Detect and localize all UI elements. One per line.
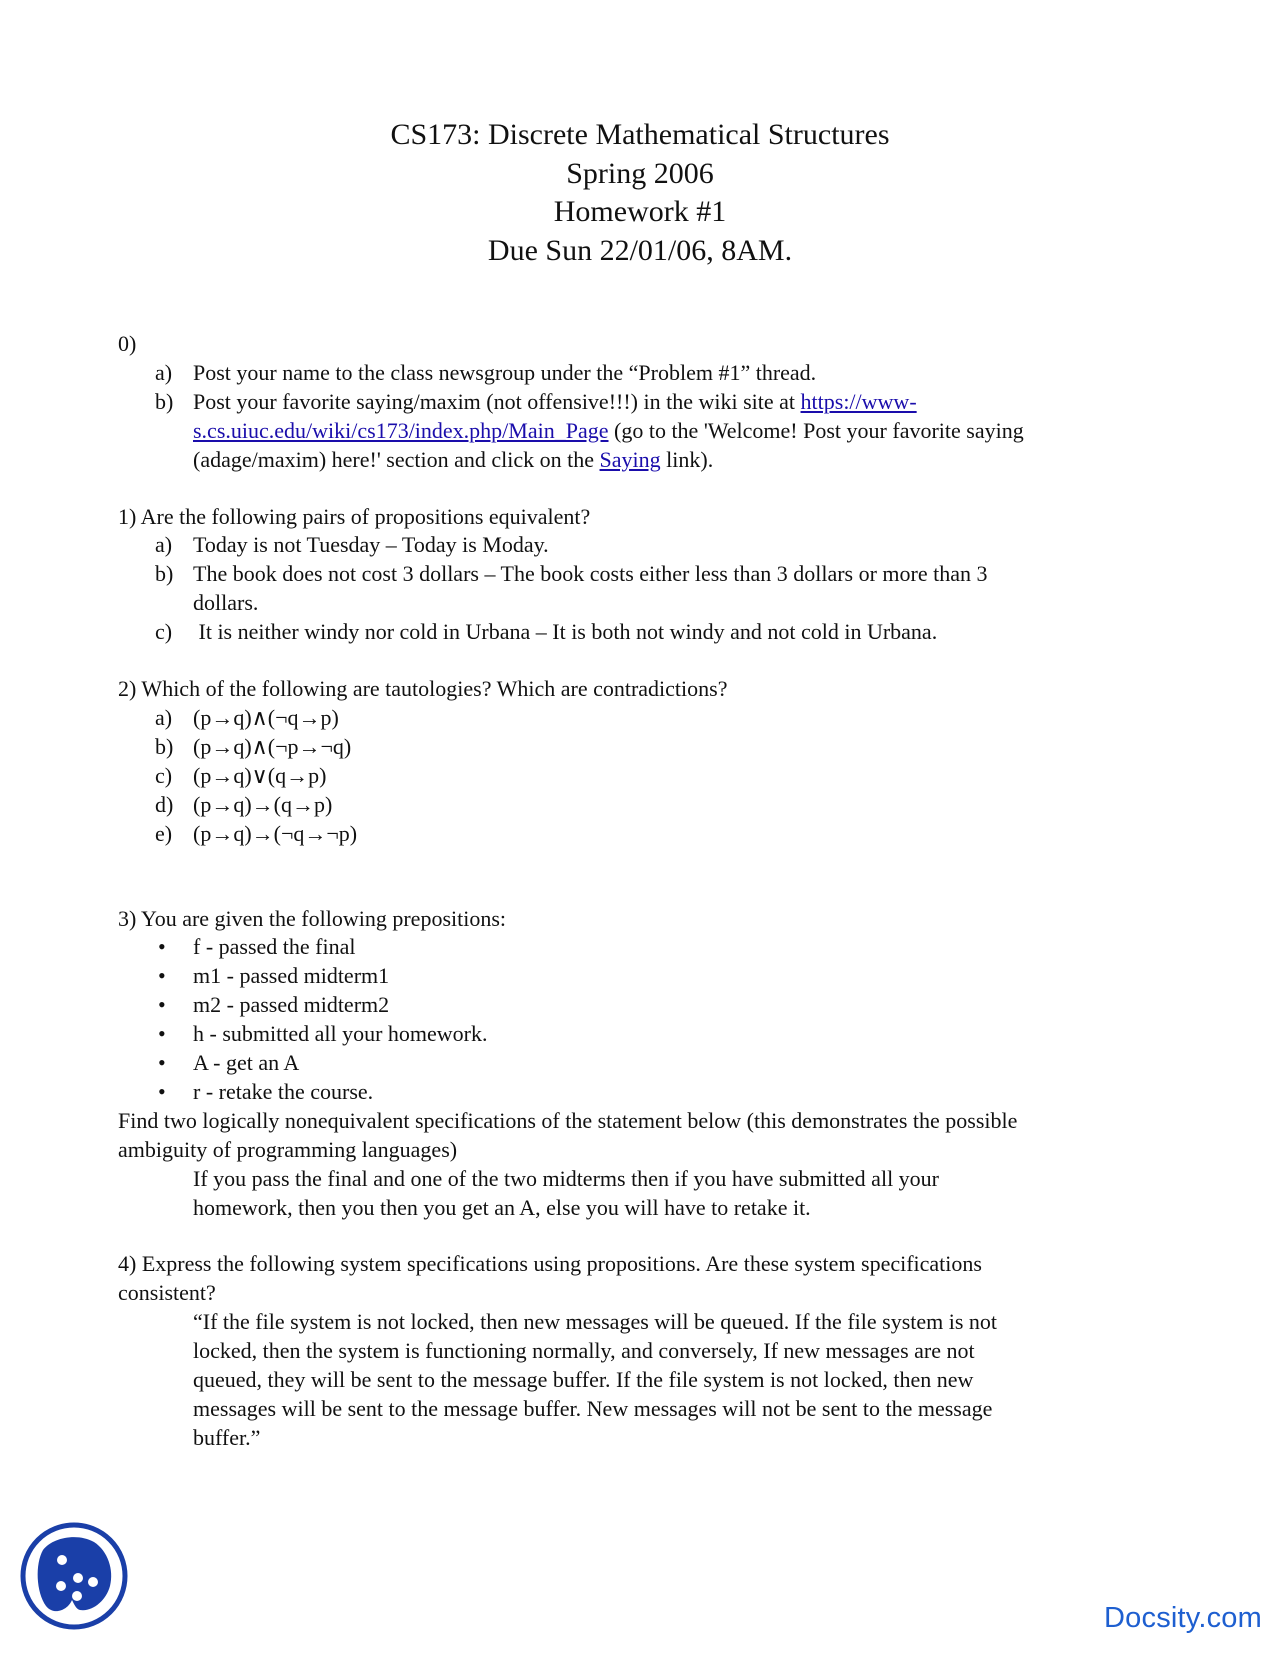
proposition-list-item: [118, 1020, 1148, 1049]
document-header: [0, 116, 1280, 270]
docsity-brand-link[interactable]: Docsity.com: [1104, 1602, 1262, 1634]
question-2-item-d: [118, 791, 1148, 820]
proposition-list-item: [118, 962, 1148, 991]
document-body: [118, 330, 1148, 1453]
question-4-prompt: consistent?: [118, 1280, 216, 1306]
logic-formula: (p→q)∨(q→p): [193, 762, 327, 788]
item-marker: a): [155, 532, 173, 558]
question-2-prompt: 2) Which of the following are tautologies? Which are contradictions?: [118, 676, 728, 702]
due-date: Due Sun 22/01/06, 8AM.: [487, 233, 793, 267]
question-3: [118, 905, 1148, 1223]
item-text: (adage/maxim) here!' section and click on the: [193, 446, 600, 472]
saying-link[interactable]: Saying: [599, 446, 661, 472]
docsity-logo-icon: [18, 1520, 130, 1632]
question-0: [118, 330, 1148, 475]
item-text: Post your favorite saying/maxim (not offensive!!!) in the wiki site at: [193, 388, 801, 414]
specification-quote: “If the file system is not locked, then new messages will be queued. If the file system is not: [193, 1309, 998, 1335]
question-3-instruction: ambiguity of programming languages): [118, 1136, 458, 1162]
question-3-statement: homework, then you then you get an A, else you will have to retake it.: [193, 1194, 811, 1220]
specification-quote: buffer.”: [193, 1424, 261, 1450]
logic-formula: (p→q)∧(¬q→p): [193, 704, 339, 730]
item-marker: d): [155, 791, 174, 817]
proposition-list-item: [118, 933, 1148, 962]
item-text: Post your name to the class newsgroup under the “Problem #1” thread.: [193, 359, 817, 385]
logic-formula: (p→q)∧(¬p→¬q): [193, 733, 352, 759]
item-text: Today is not Tuesday – Today is Moday.: [193, 532, 549, 558]
specification-quote: locked, then the system is functioning normally, and conversely, If new messages are not: [193, 1338, 975, 1364]
question-2-item-a: [118, 704, 1148, 733]
question-1-item-b: [118, 560, 1148, 618]
question-2-item-c: [118, 762, 1148, 791]
item-marker: b): [155, 561, 174, 587]
item-marker: a): [155, 704, 173, 730]
proposition-text: m2 - passed midterm2: [193, 992, 390, 1018]
question-1-item-c: [118, 618, 1148, 647]
course-title: CS173: Discrete Mathematical Structures: [390, 118, 890, 151]
item-text: link).: [660, 446, 714, 472]
question-3-prompt: 3) You are given the following prepositions:: [118, 905, 507, 931]
proposition-list-item: [118, 1049, 1148, 1078]
item-marker: c): [155, 619, 173, 645]
item-marker: c): [155, 762, 173, 788]
term: Spring 2006: [566, 156, 714, 190]
item-text: (go to the 'Welcome! Post your favorite saying: [608, 417, 1024, 443]
proposition-text: A - get an A: [193, 1050, 300, 1076]
question-3-statement: If you pass the final and one of the two midterms then if you have submitted all your: [193, 1165, 940, 1191]
bullet-icon: •: [158, 1050, 166, 1076]
item-marker: e): [155, 820, 173, 846]
question-1-prompt: 1) Are the following pairs of propositions equivalent?: [118, 503, 591, 529]
item-text: The book does not cost 3 dollars – The book costs either less than 3 dollars or more than 3: [193, 561, 988, 587]
logic-formula: (p→q)→(q→p): [193, 791, 333, 817]
specification-quote: queued, they will be sent to the message buffer. If the file system is not locked, then new: [193, 1367, 974, 1393]
question-4: [118, 1250, 1148, 1452]
question-1: [118, 503, 1148, 648]
question-2-item-b: [118, 733, 1148, 762]
bullet-icon: •: [158, 992, 166, 1018]
bullet-icon: •: [158, 1021, 166, 1047]
question-0-item-b: [118, 388, 1148, 475]
question-1-item-a: [118, 531, 1148, 560]
proposition-text: r - retake the course.: [193, 1078, 374, 1104]
item-marker: a): [155, 359, 173, 385]
proposition-text: m1 - passed midterm1: [193, 963, 390, 989]
bullet-icon: •: [158, 1078, 166, 1104]
question-4-prompt: 4) Express the following system specifications using propositions. Are these system specifications: [118, 1251, 982, 1277]
question-2: [118, 675, 1148, 848]
logic-formula: (p→q)→(¬q→¬p): [193, 820, 358, 846]
proposition-text: f - passed the final: [193, 934, 356, 960]
wiki-url-link[interactable]: https://www-: [800, 388, 917, 414]
question-0-number: 0): [118, 331, 137, 356]
bullet-icon: •: [158, 934, 166, 960]
proposition-text: h - submitted all your homework.: [193, 1021, 488, 1047]
item-text: dollars.: [193, 590, 259, 616]
proposition-list-item: [118, 1078, 1148, 1107]
item-marker: b): [155, 388, 174, 414]
proposition-list-item: [118, 991, 1148, 1020]
item-text: It is neither windy nor cold in Urbana – It is both not windy and not cold in Urbana.: [193, 619, 938, 645]
question-0-item-a: [118, 359, 1148, 388]
assignment-title: Homework #1: [553, 195, 727, 228]
question-2-item-e: [118, 820, 1148, 849]
specification-quote: messages will be sent to the message buffer. New messages will not be sent to the message: [193, 1396, 993, 1421]
question-3-instruction: Find two logically nonequivalent specifications of the statement below (this demonstrates the possible: [118, 1107, 1018, 1133]
wiki-url-link-continued[interactable]: s.cs.uiuc.edu/wiki/cs173/index.php/Main_Page: [193, 417, 609, 443]
bullet-icon: •: [158, 963, 166, 989]
item-marker: b): [155, 733, 174, 759]
